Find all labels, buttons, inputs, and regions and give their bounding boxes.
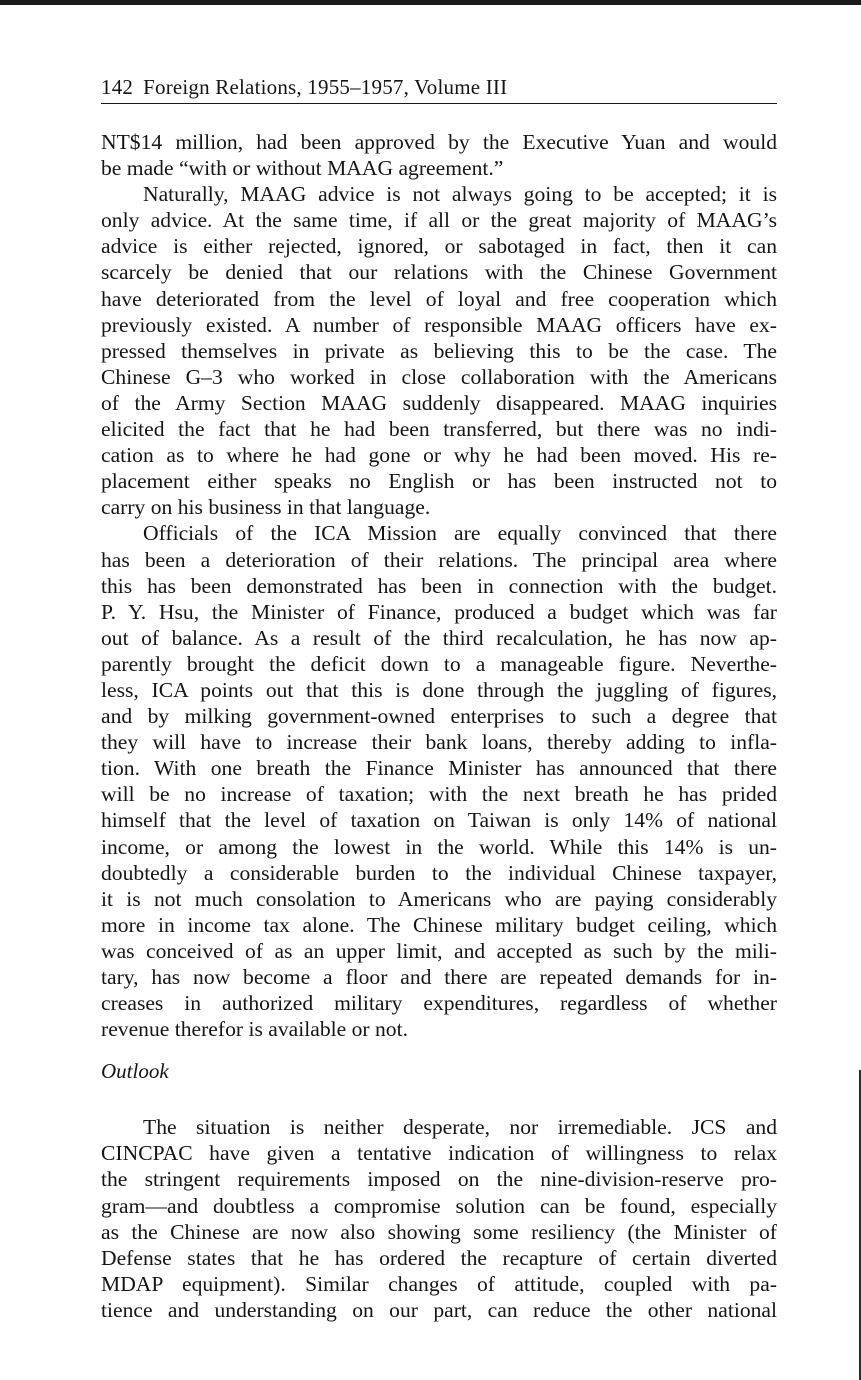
paragraph-ica-mission xyxy=(101,520,777,1042)
text-line: less, ICA points out that this is done through the juggling of figures, xyxy=(101,677,777,702)
text-line: be made “with or without MAAG agreement.” xyxy=(101,156,504,181)
text-line: and by milking government-owned enterprises to such a degree that xyxy=(101,704,777,729)
text-line: Officials of the ICA Mission are equally convinced that there xyxy=(143,521,777,546)
text-line: out of balance. As a result of the third recalculation, he has now ap- xyxy=(101,625,777,650)
text-line: this has been demonstrated has been in connection with the budget. xyxy=(101,573,777,598)
paragraph-outlook xyxy=(101,1114,777,1323)
text-line: placement either speaks no English or has been instructed not to xyxy=(101,469,777,494)
text-line: gram—and doubtless a compromise solution can be found, especially xyxy=(101,1193,777,1218)
text-line: more in income tax alone. The Chinese military budget ceiling, which xyxy=(101,912,777,937)
text-line: cation as to where he had gone or why he had been moved. His re- xyxy=(101,443,777,468)
text-line: has been a deterioration of their relations. The principal area where xyxy=(101,547,777,572)
text-line: revenue therefor is available or not. xyxy=(101,1017,408,1042)
document-page xyxy=(101,74,777,1323)
text-line: elicited the fact that he had been transferred, but there was no indi- xyxy=(101,417,777,442)
running-head xyxy=(101,74,777,104)
top-edge-rule xyxy=(0,0,861,5)
text-line: himself that the level of taxation on Taiwan is only 14% of national xyxy=(101,808,777,833)
text-line: Defense states that he has ordered the recapture of certain diverted xyxy=(101,1245,777,1270)
text-line: of the Army Section MAAG suddenly disappeared. MAAG inquiries xyxy=(101,390,777,415)
body-text xyxy=(101,129,777,1323)
text-line: will be no increase of taxation; with the next breath he has prided xyxy=(101,782,777,807)
text-line: pressed themselves in private as believing this to be the case. The xyxy=(101,338,777,363)
paragraph-continuation xyxy=(101,129,777,181)
text-line: Chinese G–3 who worked in close collaboration with the Americans xyxy=(101,364,777,389)
text-line: they will have to increase their bank loans, thereby adding to infla- xyxy=(101,730,777,755)
text-line: was conceived of as an upper limit, and accepted as such by the mili- xyxy=(101,938,777,963)
text-line: CINCPAC have given a tentative indication of willingness to relax xyxy=(101,1141,777,1166)
text-line: advice is either rejected, ignored, or sabotaged in fact, then it can xyxy=(101,234,777,259)
text-line: scarcely be denied that our relations with the Chinese Government xyxy=(101,260,777,285)
text-line: creases in authorized military expenditures, regardless of whether xyxy=(101,991,777,1016)
text-line: as the Chinese are now also showing some resiliency (the Minister of xyxy=(101,1219,777,1244)
section-heading-outlook: Outlook xyxy=(101,1059,169,1084)
text-line: tion. With one breath the Finance Minister has announced that there xyxy=(101,756,777,781)
text-line: previously existed. A number of responsible MAAG officers have ex- xyxy=(101,312,777,337)
text-line: carry on his business in that language. xyxy=(101,495,431,520)
text-line: The situation is neither desperate, nor irremediable. JCS and xyxy=(143,1115,777,1140)
text-line: only advice. At the same time, if all or the great majority of MAAG’s xyxy=(101,208,777,233)
text-line: income, or among the lowest in the world. While this 14% is un- xyxy=(101,834,777,859)
running-head-title: Foreign Relations, 1955–1957, Volume III xyxy=(143,75,508,99)
text-line: parently brought the deficit down to a manageable figure. Neverthe- xyxy=(101,651,777,676)
text-line: NT$14 million, had been approved by the Executive Yuan and would xyxy=(101,130,777,154)
text-line: the stringent requirements imposed on the nine-division-reserve pro- xyxy=(101,1167,777,1192)
text-line: MDAP equipment). Similar changes of attitude, coupled with pa- xyxy=(101,1271,777,1296)
page-number: 142 xyxy=(101,75,134,99)
paragraph-maag-advice xyxy=(101,181,777,520)
text-line: it is not much consolation to Americans who are paying considerably xyxy=(101,886,777,911)
text-line: Naturally, MAAG advice is not always going to be accepted; it is xyxy=(143,182,777,207)
text-line: doubtedly a considerable burden to the individual Chinese taxpayer, xyxy=(101,860,777,885)
text-line: have deteriorated from the level of loyal and free cooperation which xyxy=(101,286,777,311)
text-line: tience and understanding on our part, can reduce the other national xyxy=(101,1297,777,1322)
text-line: tary, has now become a floor and there are repeated demands for in- xyxy=(101,965,777,989)
text-line: P. Y. Hsu, the Minister of Finance, produced a budget which was far xyxy=(101,599,777,624)
